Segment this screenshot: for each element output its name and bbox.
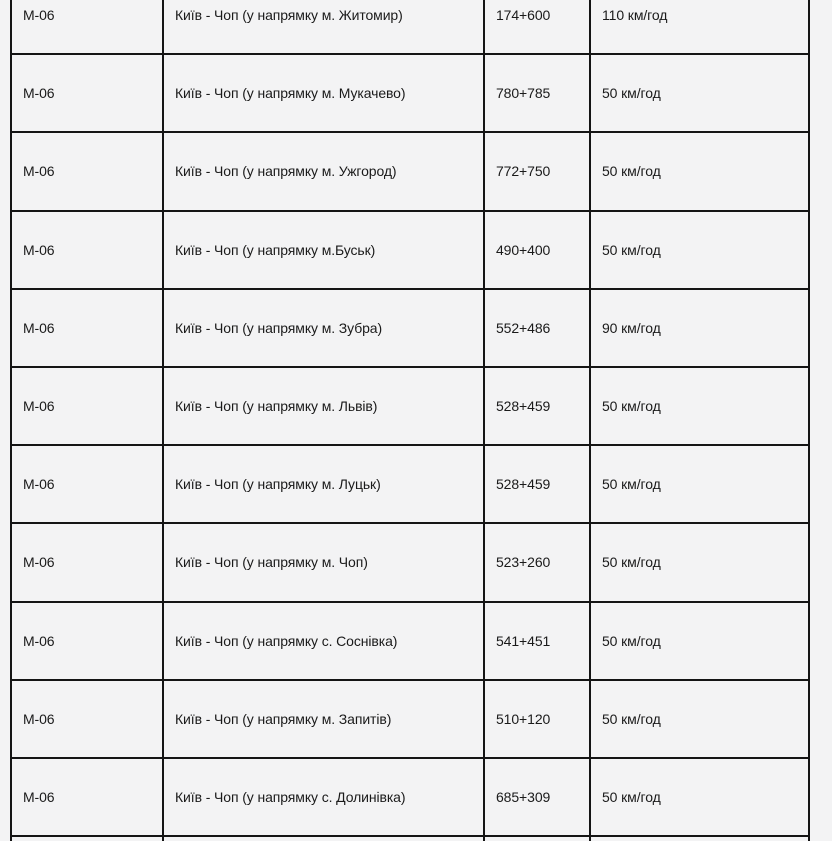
km-mark-cell: 490+400 [485, 212, 591, 288]
road-name-cell: Київ - Чоп (у напрямку м. Ужгород) [164, 133, 485, 209]
road-name-cell: Київ - Чоп (у напрямку м. Луцьк) [164, 446, 485, 522]
speed-limit-cell: 50 км/год [602, 241, 661, 258]
road-name-cell: Київ - Чоп (у напрямку м. Чоп) [164, 524, 485, 600]
speed-limit-cell: 50 км/год [602, 710, 661, 727]
road-name-cell: Київ - Чоп (у напрямку м. Зубра) [164, 290, 485, 366]
table-row [12, 55, 808, 133]
road-code-cell: М-06 [12, 446, 164, 522]
road-code-cell [12, 837, 164, 841]
km-mark-cell: 552+486 [485, 290, 591, 366]
road-code-cell: М-06 [12, 524, 164, 600]
road-name-cell: Київ - Чоп (у напрямку с. Долинівка) [164, 759, 485, 835]
speed-limit-cell: 90 км/год [602, 319, 661, 336]
road-code-cell: М-06 [12, 0, 164, 53]
table-row [12, 759, 808, 837]
table-row [12, 524, 808, 602]
speed-limit-cell [591, 837, 808, 841]
road-code-cell: М-06 [12, 212, 164, 288]
table-row [12, 290, 808, 368]
km-mark-cell: 541+451 [485, 603, 591, 679]
road-code-cell: М-06 [12, 290, 164, 366]
road-name-cell: Київ - Чоп (у напрямку м.Буськ) [164, 212, 485, 288]
speed-limit-cell: 50 км/год [602, 476, 661, 493]
km-mark-cell: 528+459 [485, 368, 591, 444]
table-row [12, 446, 808, 524]
road-code-cell: М-06 [12, 133, 164, 209]
table-row [12, 133, 808, 211]
km-mark-cell: 685+309 [485, 759, 591, 835]
speed-limit-cell: 110 км/год [602, 7, 668, 24]
road-code-cell: М-06 [12, 368, 164, 444]
speed-limit-cell: 50 км/год [602, 554, 661, 571]
speed-limit-cell: 50 км/год [602, 788, 661, 805]
road-code-cell: М-06 [12, 681, 164, 757]
table-row [12, 603, 808, 681]
km-mark-cell: 528+459 [485, 446, 591, 522]
table-row [12, 368, 808, 446]
speed-limits-table [10, 0, 810, 841]
speed-limit-cell: 50 км/год [602, 85, 661, 102]
speed-limit-cell: 50 км/год [602, 163, 661, 180]
road-name-cell: Київ - Чоп (у напрямку м. Львів) [164, 368, 485, 444]
road-name-cell: Київ - Чоп (у напрямку м. Мукачево) [164, 55, 485, 131]
road-name-cell: Київ - Чоп (у напрямку м. Житомир) [164, 0, 485, 53]
road-name-cell: Київ - Чоп (у напрямку м. Запитів) [164, 681, 485, 757]
speed-limit-cell: 50 км/год [602, 632, 661, 649]
table-row [12, 681, 808, 759]
table-row [12, 837, 808, 841]
km-mark-cell: 174+600 [485, 0, 591, 53]
table-row [12, 212, 808, 290]
km-mark-cell: 523+260 [485, 524, 591, 600]
road-name-cell [164, 837, 485, 841]
km-mark-cell: 780+785 [485, 55, 591, 131]
road-code-cell: М-06 [12, 759, 164, 835]
road-name-cell: Київ - Чоп (у напрямку с. Соснівка) [164, 603, 485, 679]
km-mark-cell: 772+750 [485, 133, 591, 209]
table-row [12, 0, 808, 55]
km-mark-cell: 510+120 [485, 681, 591, 757]
km-mark-cell [485, 837, 591, 841]
speed-limit-cell: 50 км/год [602, 398, 661, 415]
road-code-cell: М-06 [12, 55, 164, 131]
road-code-cell: М-06 [12, 603, 164, 679]
